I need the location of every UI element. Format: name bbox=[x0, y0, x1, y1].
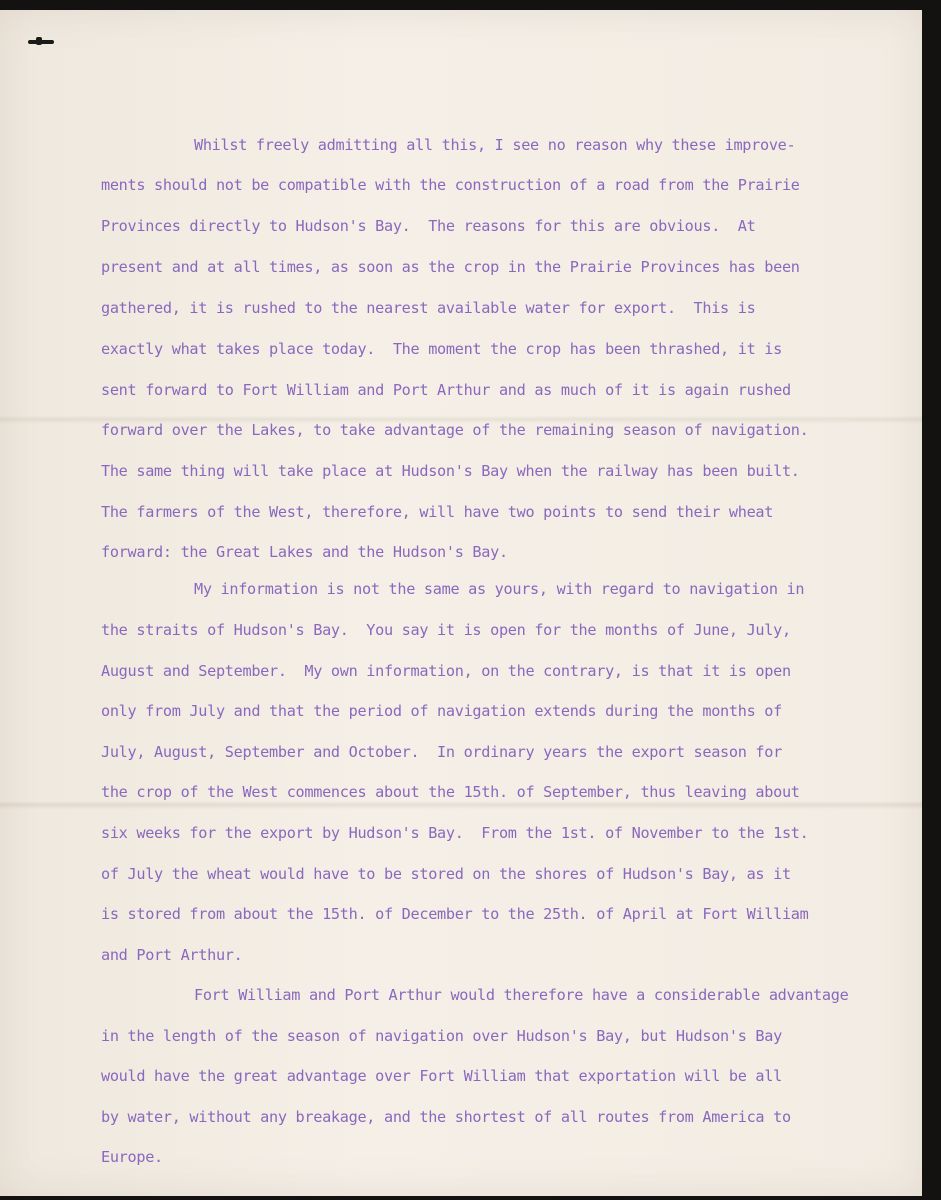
letter-page bbox=[0, 10, 922, 1196]
p1-line-6: exactly what takes place today. The moment the crop has been thrashed, it is bbox=[101, 340, 782, 358]
p1-line-3: Provinces directly to Hudson's Bay. The reasons for this are obvious. At bbox=[101, 217, 756, 235]
p1-line-1: Whilst freely admitting all this, I see no reason why these improve- bbox=[194, 136, 796, 154]
p2-line-3: August and September. My own information, on the contrary, is that it is open bbox=[101, 662, 791, 680]
p3-line-5: Europe. bbox=[101, 1148, 163, 1166]
p2-line-5: July, August, September and October. In ordinary years the export season for bbox=[101, 743, 782, 761]
p2-line-1: My information is not the same as yours, with regard to navigation in bbox=[194, 580, 805, 598]
pin-head-icon bbox=[36, 37, 42, 45]
p3-line-2: in the length of the season of navigation over Hudson's Bay, but Hudson's Bay bbox=[101, 1027, 782, 1045]
p1-line-9: The same thing will take place at Hudson's Bay when the railway has been built. bbox=[101, 462, 800, 480]
p2-line-10: and Port Arthur. bbox=[101, 946, 243, 964]
p1-line-2: ments should not be compatible with the construction of a road from the Prairie bbox=[101, 176, 800, 194]
p1-line-5: gathered, it is rushed to the nearest available water for export. This is bbox=[101, 299, 756, 317]
p1-line-10: The farmers of the West, therefore, will have two points to send their wheat bbox=[101, 503, 774, 521]
p1-line-8: forward over the Lakes, to take advantage of the remaining season of navigation. bbox=[101, 421, 809, 439]
p3-line-4: by water, without any breakage, and the shortest of all routes from America to bbox=[101, 1108, 791, 1126]
p2-line-2: the straits of Hudson's Bay. You say it is open for the months of June, July, bbox=[101, 621, 791, 639]
p1-line-4: present and at all times, as soon as the crop in the Prairie Provinces has been bbox=[101, 258, 800, 276]
p2-line-9: is stored from about the 15th. of December to the 25th. of April at Fort William bbox=[101, 905, 809, 923]
p3-line-1: Fort William and Port Arthur would therefore have a considerable advantage bbox=[194, 986, 849, 1004]
p3-line-3: would have the great advantage over Fort William that exportation will be all bbox=[101, 1067, 782, 1085]
p2-line-8: of July the wheat would have to be stored on the shores of Hudson's Bay, as it bbox=[101, 865, 791, 883]
p2-line-7: six weeks for the export by Hudson's Bay. From the 1st. of November to the 1st. bbox=[101, 824, 809, 842]
p1-line-7: sent forward to Fort William and Port Arthur and as much of it is again rushed bbox=[101, 381, 791, 399]
p1-line-11: forward: the Great Lakes and the Hudson's Bay. bbox=[101, 543, 508, 561]
p2-line-6: the crop of the West commences about the 15th. of September, thus leaving about bbox=[101, 783, 800, 801]
p2-line-4: only from July and that the period of navigation extends during the months of bbox=[101, 702, 782, 720]
letter-body bbox=[0, 10, 849, 1166]
